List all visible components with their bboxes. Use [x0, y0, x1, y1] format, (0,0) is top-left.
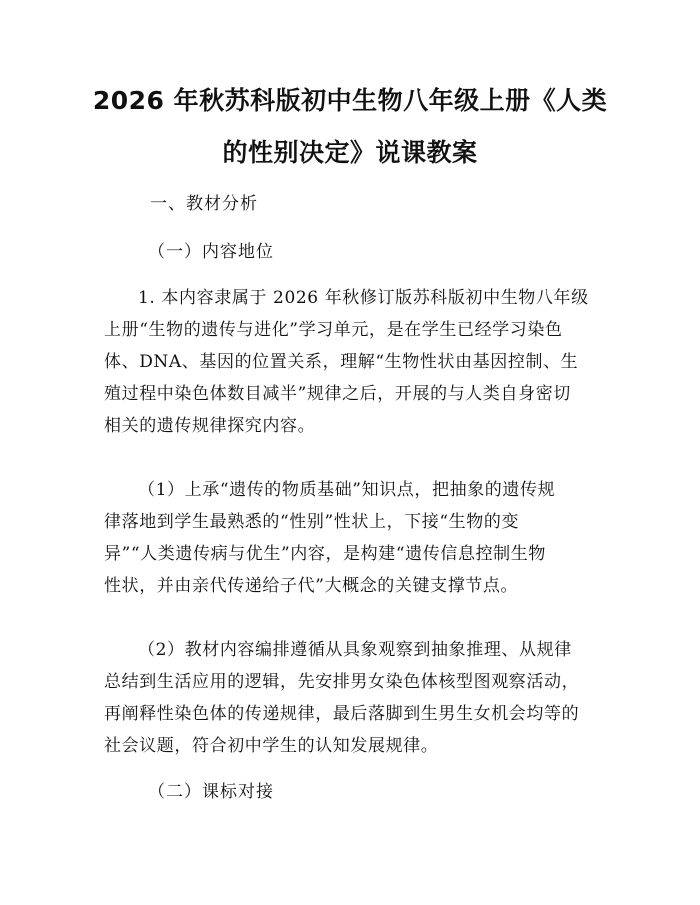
subsection-heading-curriculum-standards: （二）课标对接 — [148, 782, 274, 802]
paragraph-2-line: 性状，并由亲代传递给子代”大概念的关键支撑节点。 — [104, 576, 519, 596]
paragraph-3 — [104, 634, 604, 762]
document-title-line-2: 的性别决定》说课教案 — [222, 138, 478, 167]
paragraph-1-line: 上册“生物的遗传与进化”学习单元，是在学生已经学习染色 — [104, 320, 563, 340]
paragraph-2 — [104, 474, 604, 602]
paragraph-2-line: 律落地到学生最熟悉的“性别”性状上，下接“生物的变 — [104, 512, 520, 532]
paragraph-2-line: （1）上承“遗传的物质基础”知识点，把抽象的遗传规 — [138, 480, 556, 500]
paragraph-1-line: 1. 本内容隶属于 2026 年秋修订版苏科版初中生物八年级 — [138, 288, 589, 308]
document-title-line-1: 2026 年秋苏科版初中生物八年级上册《人类 — [92, 86, 608, 115]
paragraph-1 — [104, 282, 604, 442]
paragraph-1-line: 殖过程中染色体数目减半”规律之后，开展的与人类自身密切 — [104, 384, 571, 404]
paragraph-3-line: （2）教材内容编排遵循从具象观察到抽象推理、从规律 — [138, 640, 572, 660]
paragraph-2-line: 异”“人类遗传病与优生”内容，是构建“遗传信息控制生物 — [104, 544, 546, 564]
section-heading-textbook-analysis: 一、教材分析 — [150, 194, 258, 214]
paragraph-3-line: 社会议题，符合初中学生的认知发展规律。 — [104, 736, 439, 756]
paragraph-3-line: 总结到生活应用的逻辑，先安排男女染色体核型图观察活动， — [104, 672, 580, 692]
subsection-heading-content-position: （一）内容地位 — [148, 242, 274, 262]
paragraph-3-line: 再阐释性染色体的传递规律，最后落脚到生男生女机会均等的 — [104, 704, 580, 724]
paragraph-1-line: 相关的遗传规律探究内容。 — [104, 416, 316, 436]
paragraph-1-line: 体、DNA、基因的位置关系，理解“生物性状由基因控制、生 — [104, 352, 579, 372]
